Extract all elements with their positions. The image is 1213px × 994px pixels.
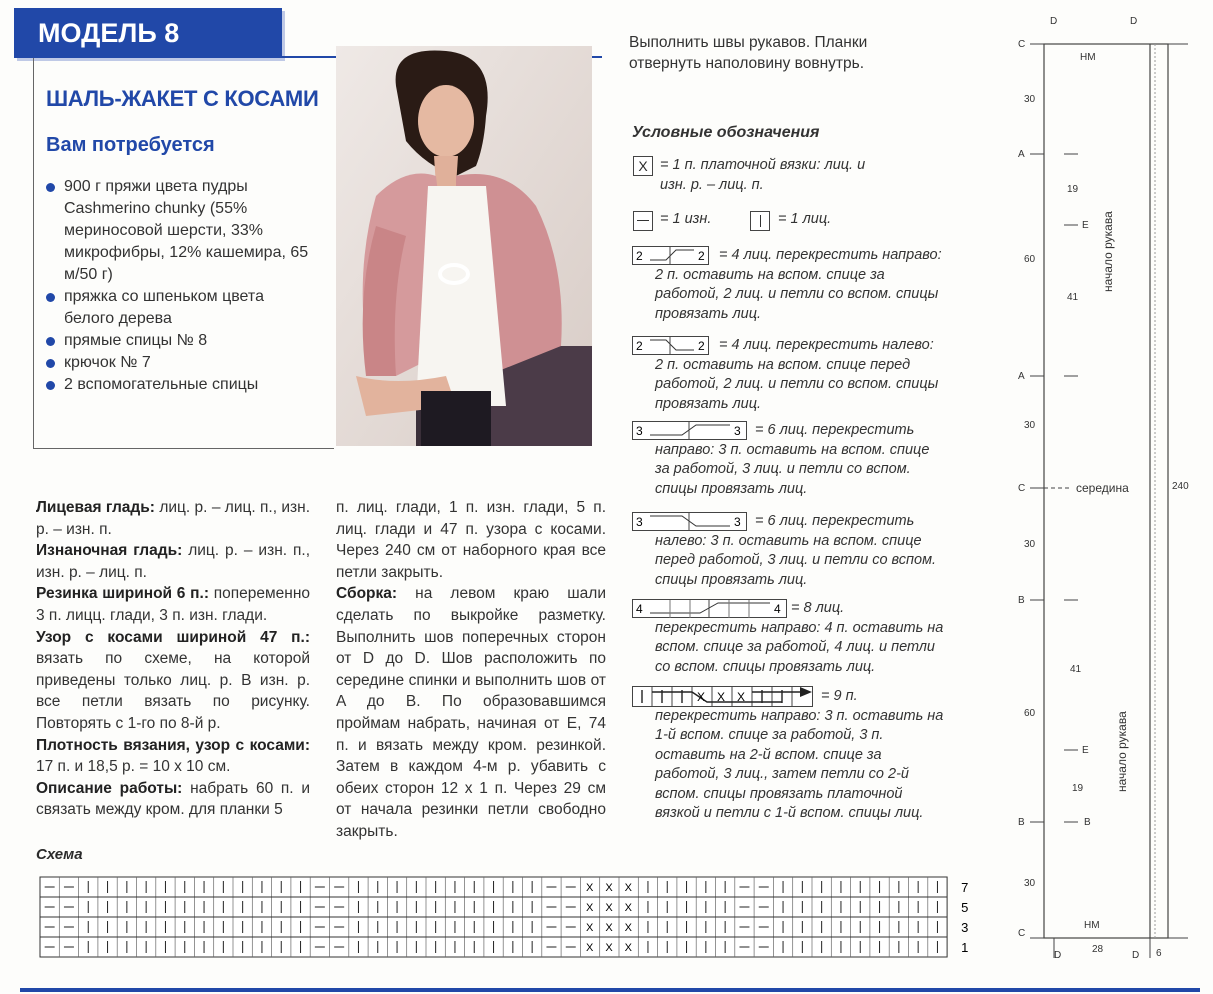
- material-item: прямые спицы № 8: [44, 330, 314, 352]
- chart-row-label: 3: [961, 920, 969, 935]
- sym-4-label: 4: [636, 602, 643, 616]
- materials-heading: Вам потребуется: [46, 134, 215, 156]
- para-text: 17 п. и 18,5 р. = 10 х 10 см.: [36, 758, 231, 776]
- dim-label: 30: [1024, 878, 1036, 889]
- dim-label: 19: [1072, 783, 1084, 794]
- article-title: ШАЛЬ-ЖАКЕТ С КОСАМИ: [46, 86, 319, 111]
- x-label: X: [717, 690, 726, 704]
- para-heading: Узор с косами шириной 47 п.:: [36, 628, 310, 646]
- sleeve-label: начало рукава: [1115, 711, 1129, 792]
- dim-label: 30: [1024, 94, 1036, 105]
- chart-x: X: [624, 922, 632, 934]
- para-text: п. лиц. глади, 1 п. изн. глади, 5 п. лиц. глади и 47 п. узора с косами. Через 240 см от наборного края все петли закрыть.: [336, 499, 606, 581]
- para-text: набрать 60 п. и связать между кром. для планки 5: [36, 779, 310, 819]
- dim-label: 41: [1070, 664, 1082, 675]
- dim-label: 240: [1172, 481, 1189, 492]
- dim-label: 30: [1024, 420, 1036, 431]
- dim-label: 60: [1024, 254, 1036, 265]
- letter-b: B: [1018, 817, 1025, 828]
- letter-e: E: [1082, 220, 1089, 231]
- letter-c: C: [1018, 483, 1026, 494]
- sym-3-label: 3: [636, 424, 643, 438]
- hm-label: НМ: [1084, 920, 1100, 931]
- hm-label: НМ: [1080, 52, 1096, 63]
- para-text: лиц. р. – изн. п., изн. р. – лиц. п.: [36, 542, 310, 581]
- sym-3-label: 3: [734, 424, 741, 438]
- instructions-column-3: Выполнить швы рукавов. Планки отвернуть наполовину вовнутрь.: [629, 34, 868, 72]
- legend-title: Условные обозначения: [632, 124, 820, 141]
- chart-x: X: [605, 882, 613, 894]
- legend-c6l: = 6 лиц. перекрестить налево: 3 п. оставить на вспом. спице перед работой, 3 лиц. и петли со вспом. спицы провязать лиц.: [655, 513, 937, 588]
- letter-d: D: [1050, 16, 1058, 27]
- pattern-schematic: [1010, 10, 1210, 970]
- chart-x: X: [605, 922, 613, 934]
- chart-title: Схема: [36, 846, 83, 863]
- legend-x: = 1 п. платочной вязки: лиц. и изн. р. – лиц. п.: [660, 157, 866, 193]
- bottom-rule: [20, 988, 1200, 992]
- sym-3-label: 3: [636, 515, 643, 529]
- legend-c8r: = 8 лиц. перекрестить направо: 4 п. оставить на вспом. спице за работой, 4 лиц. и петли со вспом. спицы провязать лиц.: [655, 600, 944, 675]
- para-text: вязать по схеме, на которой приведены только лиц. р. В изн. р. все петли вязать по рисунку. Повторять с 1-го по 8-й р.: [36, 650, 310, 732]
- chart-x: X: [586, 942, 594, 954]
- dim-label: 28: [1092, 944, 1104, 955]
- dim-label: 41: [1067, 292, 1079, 303]
- letter-d: D: [1132, 950, 1140, 961]
- para-heading: Сборка:: [336, 585, 398, 603]
- instructions-column-2: [336, 497, 606, 843]
- letter-b: B: [1018, 595, 1025, 606]
- legend-purl: = 1 изн.: [660, 211, 712, 227]
- letter-a: A: [1018, 371, 1025, 382]
- chart-row-label: 7: [961, 880, 969, 895]
- instructions-column-1: [36, 497, 310, 821]
- chart-row-label: 1: [961, 940, 969, 955]
- material-item: 900 г пряжи цвета пудры Cashmerino chunky (55% мериносовой шерсти, 33% микрофибры, 12% кашемира, 65 м/50 г): [44, 176, 314, 286]
- chart-x: X: [624, 942, 632, 954]
- x-label: X: [697, 690, 706, 704]
- dim-label: 6: [1156, 948, 1162, 959]
- para-heading: Изнаночная гладь:: [36, 542, 183, 560]
- material-item: крючок № 7: [44, 352, 314, 374]
- legend-c6r: = 6 лиц. перекрестить направо: 3 п. оставить на вспом. спице за работой, 3 лиц. и петли со вспом. спицы провязать лиц.: [655, 422, 930, 497]
- dim-label: 30: [1024, 539, 1036, 550]
- chart-x: X: [586, 922, 594, 934]
- chart-x: X: [624, 882, 632, 894]
- stitch-chart: [38, 875, 978, 960]
- letter-c: C: [1018, 928, 1026, 939]
- letter-c: C: [1018, 39, 1026, 50]
- legend-c4l: = 4 лиц. перекрестить налево: 2 п. оставить на вспом. спице перед работой, 2 лиц. и петли со вспом. спицы провязать лиц.: [655, 337, 939, 412]
- sym-2-label: 2: [636, 249, 643, 263]
- sym-3-label: 3: [734, 515, 741, 529]
- chart-x: X: [586, 902, 594, 914]
- purl-symbol: [633, 211, 653, 231]
- model-banner: МОДЕЛЬ 8: [14, 8, 282, 58]
- x-symbol: X: [633, 156, 653, 176]
- letter-a: A: [1018, 149, 1025, 160]
- para-text: на левом краю шали сделать по выкройке разметку. Выполнить шов поперечных сторон от D до D. Шов расположить по середине спинки и выполнить шов от A до B. По образовавшимся проймам набрать, начиная от E, 74 п. и вязать между кром. резинкой. Затем в каждом 4-м р. убавить с обеих сторон 12 х 1 п. Через 29 см от начала резинки петли свободно закрыть.: [336, 585, 606, 840]
- chart-x: X: [624, 902, 632, 914]
- materials-list: [44, 176, 314, 396]
- sym-2-label: 2: [636, 339, 643, 353]
- para-heading: Лицевая гладь:: [36, 499, 155, 516]
- chart-x: X: [605, 902, 613, 914]
- legend-c4r: = 4 лиц. перекрестить направо: 2 п. оставить на вспом. спице за работой, 2 лиц. и петли со вспом. спицы провязать лиц.: [655, 247, 942, 322]
- letter-e: E: [1082, 745, 1089, 756]
- legend-knit: = 1 лиц.: [778, 211, 832, 227]
- chart-row-label: 5: [961, 900, 969, 915]
- para-text: попеременно 3 п. лицц. глади, 3 п. изн. глади.: [36, 585, 310, 624]
- sym-2-label: 2: [698, 339, 705, 353]
- para-heading: Резинка шириной 6 п.:: [36, 585, 209, 603]
- dim-label: 19: [1067, 184, 1079, 195]
- x-label: X: [737, 690, 746, 704]
- material-item: 2 вспомогательные спицы: [44, 374, 314, 396]
- chart-x: X: [605, 942, 613, 954]
- para-heading: Описание работы:: [36, 779, 183, 797]
- sym-2-label: 2: [698, 249, 705, 263]
- para-text: лиц. р. – лиц. п., изн. р. – изн. п.: [36, 499, 311, 538]
- letter-d: D: [1130, 16, 1138, 27]
- sym-4-label: 4: [774, 602, 781, 616]
- knit-symbol: [750, 211, 770, 231]
- para-heading: Плотность вязания, узор с косами:: [36, 736, 310, 754]
- legend-c9r: = 9 п. перекрестить направо: 3 п. оставить на 1-й вспом. спице за работой, 3 п. оставить на 2-й вспом. спице за работой, 3 лиц., затем петли со 2-й вспом. спицы провязать платочной вязкой и петли с 1-й вспом. спицы лиц.: [655, 688, 944, 821]
- sleeve-label: начало рукава: [1101, 211, 1115, 292]
- model-photo: [336, 46, 592, 446]
- middle-label: середина: [1076, 481, 1129, 495]
- chart-x: X: [586, 882, 594, 894]
- letter-d: D: [1054, 950, 1062, 961]
- letter-b: B: [1084, 817, 1091, 828]
- dim-label: 60: [1024, 708, 1036, 719]
- material-item: пряжка со шпеньком цвета белого дерева: [44, 286, 314, 330]
